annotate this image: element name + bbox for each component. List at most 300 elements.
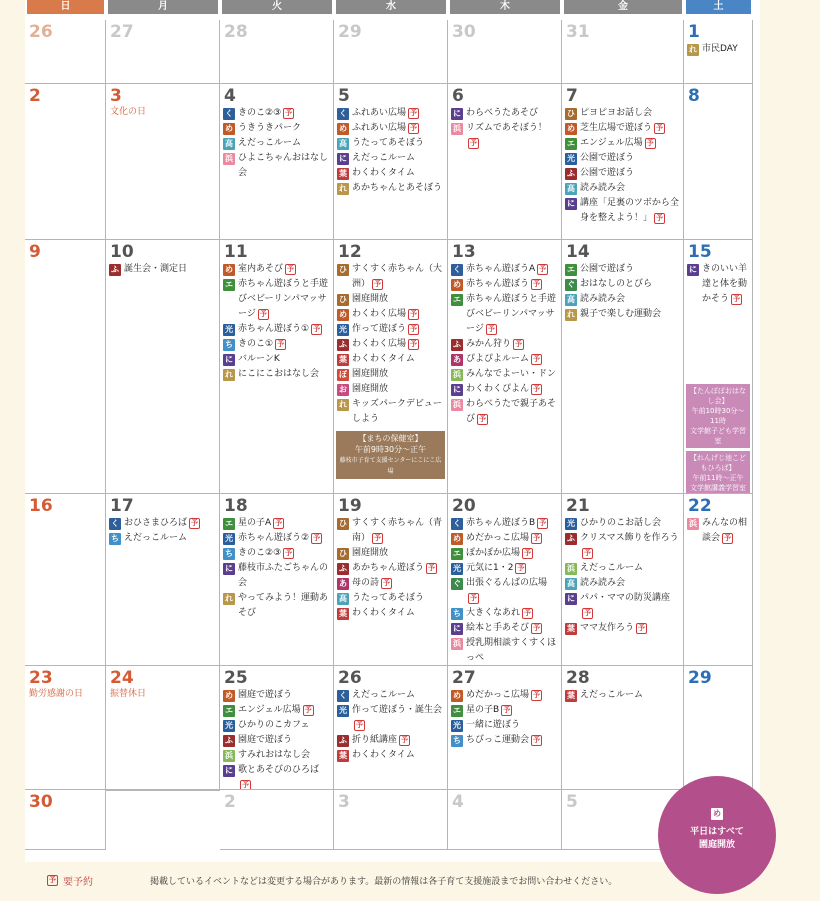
event-text [580,307,681,322]
facility-icon: め [339,309,347,319]
day-number: 27 [110,22,134,42]
event-title: すみれおはなし会 [238,750,311,760]
event-item [220,531,333,546]
facility-icon: 高 [225,138,233,148]
event-text [466,277,559,292]
event-title: 絵本と手あそび [466,623,530,633]
event-title: 授乳期相談すくすくほっぺ [466,638,557,663]
event-item [448,561,561,576]
event-text [352,262,445,292]
facility-icon: ひ [339,518,347,528]
facility-icon: れ [567,309,575,319]
event-text [238,367,331,382]
event-text [238,546,331,561]
reserve-icon: 予 [410,325,418,333]
reserve-icon: 予 [656,124,664,132]
event-item [220,748,333,763]
day-cell [334,20,448,84]
event-item [106,531,219,546]
day-number: 4 [224,86,236,106]
day-cell [684,240,753,494]
day-number: 28 [224,22,248,42]
event-text [352,106,445,121]
event-text [352,322,445,337]
event-text [466,621,559,636]
reserve-icon: 予 [533,355,541,363]
event-title: わくわくぴよん [466,384,530,394]
day-cell [106,666,220,790]
day-cell [448,494,562,666]
facility-icon: 浜 [453,638,461,648]
day-number: 27 [452,668,476,688]
facility-icon: 葉 [339,354,347,364]
event-text [238,151,331,181]
event-text [352,748,445,763]
event-title: 母の詩 [352,578,380,588]
event-text [124,516,217,531]
reserve-icon: 予 [285,549,293,557]
day-number: 28 [566,668,590,688]
event-item [106,262,219,277]
event-item [334,546,447,561]
event-title: 大きくなあれ [466,608,521,618]
event-title: ふれあい広場 [352,123,407,133]
day-number: 3 [110,86,122,106]
day-number: 20 [452,496,476,516]
event-text [466,733,559,748]
facility-icon: く [339,108,347,118]
event-text [238,688,331,703]
event-title: わくわく広場 [352,309,407,319]
reserve-legend-label: 要予約 [63,877,93,888]
day-number: 9 [29,242,41,262]
day-number: 1 [688,22,700,42]
event-text [466,531,559,546]
reserve-icon: 予 [313,534,321,542]
event-text [238,531,331,546]
event-title: みかん狩り [466,339,512,349]
event-text [238,561,331,591]
event-title: きのこ②③ [238,108,282,118]
event-title: 室内あそび [238,264,284,274]
event-item [448,516,561,531]
event-title: 出張ぐるんぱの広場 [466,578,548,588]
facility-icon: に [567,198,575,208]
event-title: すくすく赤ちゃん（大洲） [352,264,443,289]
facility-icon: 光 [453,563,461,573]
event-item [334,121,447,136]
event-text [466,703,559,718]
facility-icon: 高 [567,183,575,193]
event-text [352,166,445,181]
event-text [580,136,681,151]
day-cell [684,84,753,240]
event-text [124,262,217,277]
event-title: 公園で遊ぼう [580,168,635,178]
event-title: 折り紙講座 [352,735,398,745]
day-number: 2 [29,86,41,106]
facility-icon: 葉 [339,750,347,760]
event-text [352,352,445,367]
event-text [580,262,681,277]
event-item [220,561,333,591]
event-title: わらべうたあそび [466,108,539,118]
event-item [562,262,683,277]
facility-icon: ひ [567,108,575,118]
day-cell [448,240,562,494]
event-title: 作って遊ぼう・誕生会 [352,705,443,715]
event-text [352,703,445,733]
event-item [220,516,333,531]
event-text [352,546,445,561]
event-text [124,531,217,546]
reserve-icon: 予 [524,549,532,557]
day-cell [25,240,106,494]
event-text [352,576,445,591]
facility-icon: 光 [225,720,233,730]
event-item [220,106,333,121]
day-cell [220,666,334,790]
event-item [684,42,752,57]
event-title: きのいい羊達と体を動かそう [702,264,748,304]
event-item [334,382,447,397]
weekday-header-6: 土 [686,0,751,14]
day-cell [220,240,334,494]
event-item [220,703,333,718]
event-title: ひかりのこカフェ [238,720,310,730]
event-title: えだっこルーム [352,153,416,163]
event-item [334,151,447,166]
event-item [334,688,447,703]
facility-icon: ち [111,533,119,543]
facility-icon: に [225,765,233,775]
event-item [448,531,561,546]
reserve-legend [45,873,93,888]
reserve-icon: 予 [533,691,541,699]
event-title: 星の子B [466,705,500,715]
event-text [580,621,681,636]
event-title: うたってあそぼう [352,138,425,148]
event-item [220,688,333,703]
event-item [334,591,447,606]
event-text [580,121,681,136]
notice-line: 午前11時～正午 [692,474,744,482]
event-text [702,516,750,546]
reserve-icon: 予 [275,519,283,527]
facility-icon: め [453,533,461,543]
badge-line2: 園庭開放 [698,840,735,850]
facility-icon: 浜 [453,369,461,379]
event-title: おはなしのとびら [580,279,653,289]
event-title: 園庭で遊ぼう [238,735,293,745]
event-item [562,576,683,591]
facility-icon: に [339,153,347,163]
event-text [352,397,445,427]
facility-icon: に [225,354,233,364]
facility-icon: ふ [225,735,233,745]
holiday-label: 振替休日 [110,689,147,699]
day-number: 3 [338,792,350,812]
facility-icon: く [453,518,461,528]
event-title: 園庭で遊ぼう [238,690,293,700]
event-item [562,307,683,322]
event-item [448,688,561,703]
event-title: わくわくタイム [352,354,415,364]
event-title: 元気に1・2 [466,563,514,573]
facility-icon: 葉 [567,623,575,633]
weekday-header-2: 火 [222,0,332,14]
facility-icon: れ [225,369,233,379]
facility-icon: 葉 [339,608,347,618]
event-text [352,516,445,546]
day-number: 30 [452,22,476,42]
facility-icon: ち [453,608,461,618]
event-item [448,106,561,121]
event-item [220,763,333,790]
event-text [238,277,331,322]
facility-icon: め [567,123,575,133]
facility-icon: 光 [339,705,347,715]
day-number: 29 [688,668,712,688]
day-cell [220,20,334,84]
event-item [448,606,561,621]
event-text [238,136,331,151]
day-cell [106,20,220,84]
facility-icon: め [453,279,461,289]
weekday-header-4: 木 [450,0,560,14]
weekday-header-3: 水 [336,0,446,14]
event-item [562,561,683,576]
facility-icon: く [453,264,461,274]
reserve-icon: 予 [410,310,418,318]
facility-icon: エ [225,705,233,715]
holiday-label: 勤労感謝の日 [29,689,84,699]
event-text [352,688,445,703]
event-title: 赤ちゃん遊ぼうA [466,264,536,274]
event-item [684,262,752,307]
reserve-icon: 予 [285,109,293,117]
event-text [238,733,331,748]
event-title: バルーンK [238,354,280,364]
facility-icon: に [567,593,575,603]
day-number: 21 [566,496,590,516]
event-title: えだっこルーム [352,690,416,700]
day-number: 14 [566,242,590,262]
day-cell [562,666,684,790]
reserve-icon: 予 [503,706,511,714]
event-text [352,733,445,748]
event-title: 市民DAY [702,44,738,54]
day-number: 16 [29,496,53,516]
event-title: すくすく赤ちゃん（青南） [352,518,443,543]
event-item [334,576,447,591]
day-number: 24 [110,668,134,688]
day-cell [25,666,106,790]
day-cell [562,84,684,240]
facility-icon: 浜 [453,399,461,409]
facility-icon: 高 [567,578,575,588]
facility-icon: ふ [339,339,347,349]
day-number: 30 [29,792,53,812]
footer-note: 掲載しているイベントなどは変更する場合があります。最新の情報は各子育て支援施設までお問い合わせください。 [150,877,618,887]
event-text [238,322,331,337]
event-item [448,277,561,292]
reserve-icon: 予 [428,564,436,572]
reserve-icon: 予 [638,624,646,632]
event-text [238,591,331,621]
facility-icon: ひ [339,264,347,274]
event-text [238,703,331,718]
day-cell [220,494,334,666]
event-text [352,367,445,382]
day-cell [448,790,562,850]
event-text [238,337,331,352]
day-number: 12 [338,242,362,262]
facility-icon: エ [453,705,461,715]
event-text [352,606,445,621]
event-text [466,352,559,367]
event-title: ピヨピヨお話し会 [580,108,653,118]
day-cell [684,494,753,666]
event-item [562,277,683,292]
event-text [466,337,559,352]
reserve-icon: 予 [259,310,267,318]
facility-icon: め [339,123,347,133]
event-title: わくわくタイム [352,608,415,618]
event-item [562,181,683,196]
event-item [562,591,683,621]
day-number: 5 [338,86,350,106]
event-title: ひよこちゃんおはなし会 [238,153,329,178]
event-text [466,546,559,561]
facility-icon: く [111,518,119,528]
event-title: ママ友作ろう [580,623,635,633]
event-item [334,292,447,307]
event-item [448,718,561,733]
event-text [352,382,445,397]
facility-icon: ぐ [567,279,575,289]
event-title: 芝生広場で遊ぼう [580,123,653,133]
reserve-icon: 予 [313,325,321,333]
reserve-icon: 予 [191,519,199,527]
event-item [334,561,447,576]
event-title: 公園で遊ぼう [580,264,635,274]
facility-icon: エ [225,279,233,289]
event-text [580,277,681,292]
facility-icon: 浜 [453,123,461,133]
event-item [220,136,333,151]
day-cell [684,666,753,790]
event-text [352,337,445,352]
facility-icon: 葉 [339,168,347,178]
facility-icon: に [453,384,461,394]
event-title: 園庭開放 [352,548,389,558]
event-item [334,262,447,292]
event-text [238,121,331,136]
event-text [352,136,445,151]
facility-icon: 浜 [689,518,697,528]
event-item [562,196,683,226]
event-item [448,397,561,427]
reserve-icon: 予 [410,109,418,117]
event-title: 赤ちゃん遊ぼう② [238,533,310,543]
event-item [106,516,219,531]
event-title: クリスマス飾りを作ろう [580,533,679,543]
event-item [334,181,447,196]
event-title: 読み読み会 [580,183,626,193]
reserve-icon: 予 [304,706,312,714]
day-cell [562,494,684,666]
event-item [334,606,447,621]
event-item [334,337,447,352]
event-item [448,121,561,151]
reserve-icon: 予 [517,564,525,572]
event-item [220,277,333,322]
event-title: きのこ① [238,339,274,349]
notice-line: 藤枝市子育て支援センターにこにこ広場 [339,457,442,475]
day-cell [25,790,106,850]
day-number: 4 [452,792,464,812]
event-item [448,337,561,352]
day-cell [334,494,448,666]
facility-icon: 光 [339,324,347,334]
event-title: 赤ちゃん遊ぼうと手遊びベビーリンパマッサージ [466,294,557,334]
event-text [238,763,331,790]
event-item [562,516,683,531]
event-text [238,106,331,121]
day-cell [25,84,106,240]
reserve-icon: 予 [401,736,409,744]
reserve-icon: 予 [539,519,547,527]
facility-icon: エ [453,548,461,558]
day-cell [334,240,448,494]
event-text [702,42,750,57]
day-number: 19 [338,496,362,516]
event-text [580,531,681,561]
event-title: リズムであそぼう！ [466,123,547,133]
reserve-icon: 予 [277,340,285,348]
event-title: えだっこルーム [580,690,644,700]
facility-icon: ふ [111,264,119,274]
event-title: ちびっこ運動会 [466,735,530,745]
event-item [220,352,333,367]
day-number: 5 [566,792,578,812]
day-number: 26 [338,668,362,688]
reserve-icon: 予 [533,736,541,744]
day-cell [25,20,106,84]
facility-icon: ふ [567,168,575,178]
facility-icon: 光 [567,518,575,528]
reserve-icon: 予 [533,624,541,632]
day-number: 13 [452,242,476,262]
reserve-icon: 予 [584,549,591,557]
event-title: 赤ちゃん遊ぼう① [238,324,310,334]
day-cell [106,240,220,494]
reserve-icon: 予 [533,280,541,288]
day-cell [684,20,753,84]
event-text [238,748,331,763]
event-text [580,106,681,121]
event-title: エンジェル広場 [238,705,301,715]
event-item [562,136,683,151]
facility-icon: 浜 [225,153,233,163]
event-title: キッズパークデビューしよう [352,399,442,424]
day-number: 29 [338,22,362,42]
holiday-label: 文化の日 [110,107,147,117]
event-text [466,636,559,666]
day-cell [106,84,220,240]
event-item [448,352,561,367]
